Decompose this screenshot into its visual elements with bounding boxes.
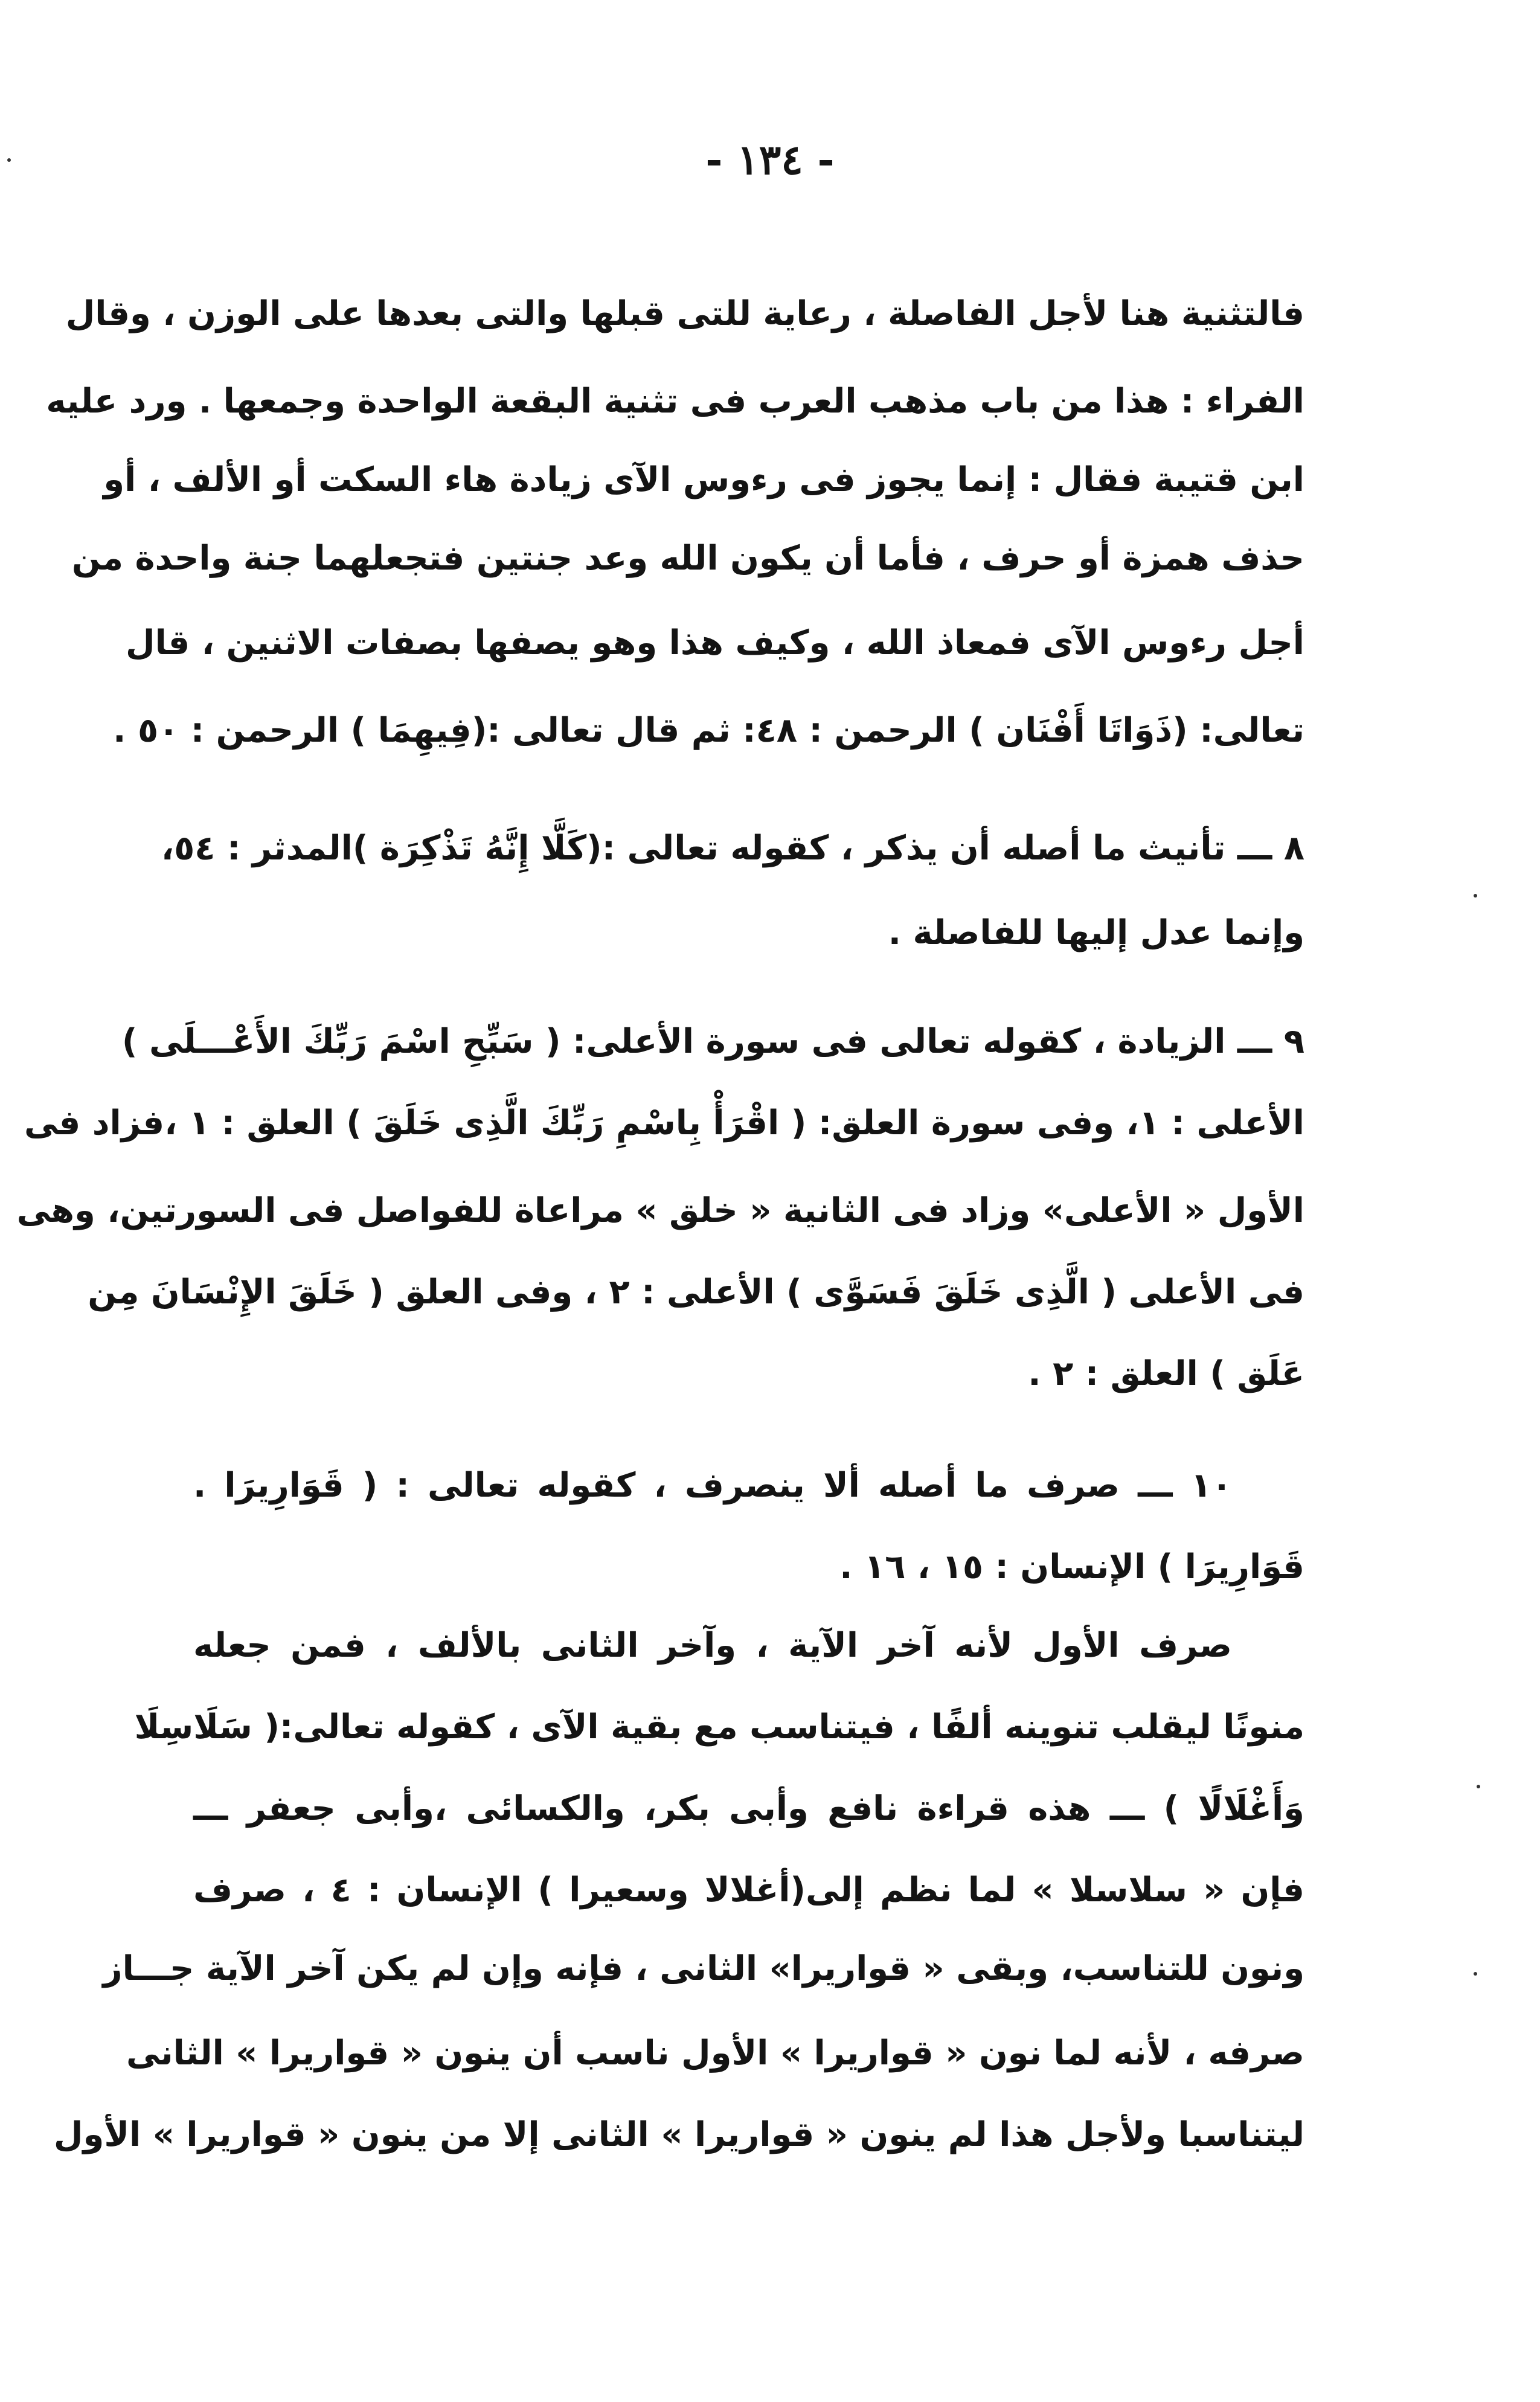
scan-speck — [1474, 1972, 1477, 1976]
scan-speck — [1474, 894, 1477, 898]
scan-speck — [1477, 1785, 1480, 1788]
text-line: ٨ ـــ تأنيث ما أصله أن يذكر ، كقوله تعالى :(كَلَّا إِنَّهُ تَذْكِرَة )المدثر : ٥٤، — [161, 829, 1304, 868]
text-line: ونون للتناسب، وبقى « قواريرا» الثانى ، فإنه وإن لم يكن آخر الآية جـــاز — [103, 1949, 1304, 1988]
text-line: صرفه ، لأنه لما نون « قواريرا » الأول ناسب أن ينون « قواريرا » الثانى — [126, 2034, 1304, 2073]
text-line: الأعلى : ١، وفى سورة العلق: ( اقْرَأْ بِاسْمِ رَبِّكَ الَّذِى خَلَقَ ) العلق : ١ ،فزاد فى — [24, 1103, 1304, 1143]
text-line: عَلَق ) العلق : ٢ . — [1028, 1354, 1304, 1393]
text-line: فى الأعلى ( الَّذِى خَلَقَ فَسَوَّى ) الأعلى : ٢ ، وفى العلق ( خَلَقَ الإِنْسَانَ مِن — [88, 1273, 1304, 1312]
text-line: حذف همزة أو حرف ، فأما أن يكون الله وعد جنتين فتجعلهما جنة واحدة من — [71, 539, 1304, 578]
text-line: أجل رءوس الآى فمعاذ الله ، وكيف هذا وهو يصفها بصفات الاثنين ، قال — [125, 623, 1304, 663]
text-line: الفراء : هذا من باب مذهب العرب فى تثنية البقعة الواحدة وجمعها . ورد عليه — [46, 382, 1304, 421]
text-line: ليتناسبا ولأجل هذا لم ينون « قواريرا » الثانى إلا من ينون « قواريرا » الأول — [53, 2115, 1304, 2154]
text-line: ١٠ ـــ صرف ما أصله ألا ينصرف ، كقوله تعالى : ( قَوَارِيرَا . — [193, 1466, 1232, 1505]
text-line: صرف الأول لأنه آخر الآية ، وآخر الثانى بالألف ، فمن جعله — [193, 1626, 1232, 1665]
text-line: وإنما عدل إليها للفاصلة . — [888, 913, 1304, 952]
text-line: وَأَغْلَالًا ) ـــ هذه قراءة نافع وأبى بكر، والكسائى ،وأبى جعفر ـــ — [193, 1789, 1304, 1828]
page-number: - ١٣٤ - — [705, 136, 835, 184]
text-line: ابن قتيبة فقال : إنما يجوز فى رءوس الآى زيادة هاء السكت أو الألف ، أو — [103, 460, 1304, 499]
scan-speck — [7, 158, 11, 162]
text-line: فالتثنية هنا لأجل الفاصلة ، رعاية للتى قبلها والتى بعدها على الوزن ، وقال — [65, 294, 1304, 333]
text-line: ٩ ـــ الزيادة ، كقوله تعالى فى سورة الأعلى: ( سَبِّحِ اسْمَ رَبِّكَ الأَعْـــلَى ) — [121, 1022, 1304, 1061]
text-line: منونًا ليقلب تنوينه ألفًا ، فيتناسب مع بقية الآى ، كقوله تعالى:( سَلَاسِلَا — [134, 1707, 1304, 1747]
text-line: قَوَارِيرَا ) الإنسان : ١٥ ، ١٦ . — [839, 1547, 1304, 1587]
text-line: تعالى: (ذَوَاتَا أَفْنَان ) الرحمن : ٤٨: ثم قال تعالى :(فِيهِمَا ) الرحمن : ٥٠ . — [113, 711, 1304, 750]
text-line: فإن « سلاسلا » لما نظم إلى(أغلالا وسعيرا ) الإنسان : ٤ ، صرف — [193, 1871, 1304, 1910]
text-line: الأول « الأعلى» وزاد فى الثانية « خلق » مراعاة للفواصل فى السورتين، وهى — [16, 1191, 1304, 1230]
